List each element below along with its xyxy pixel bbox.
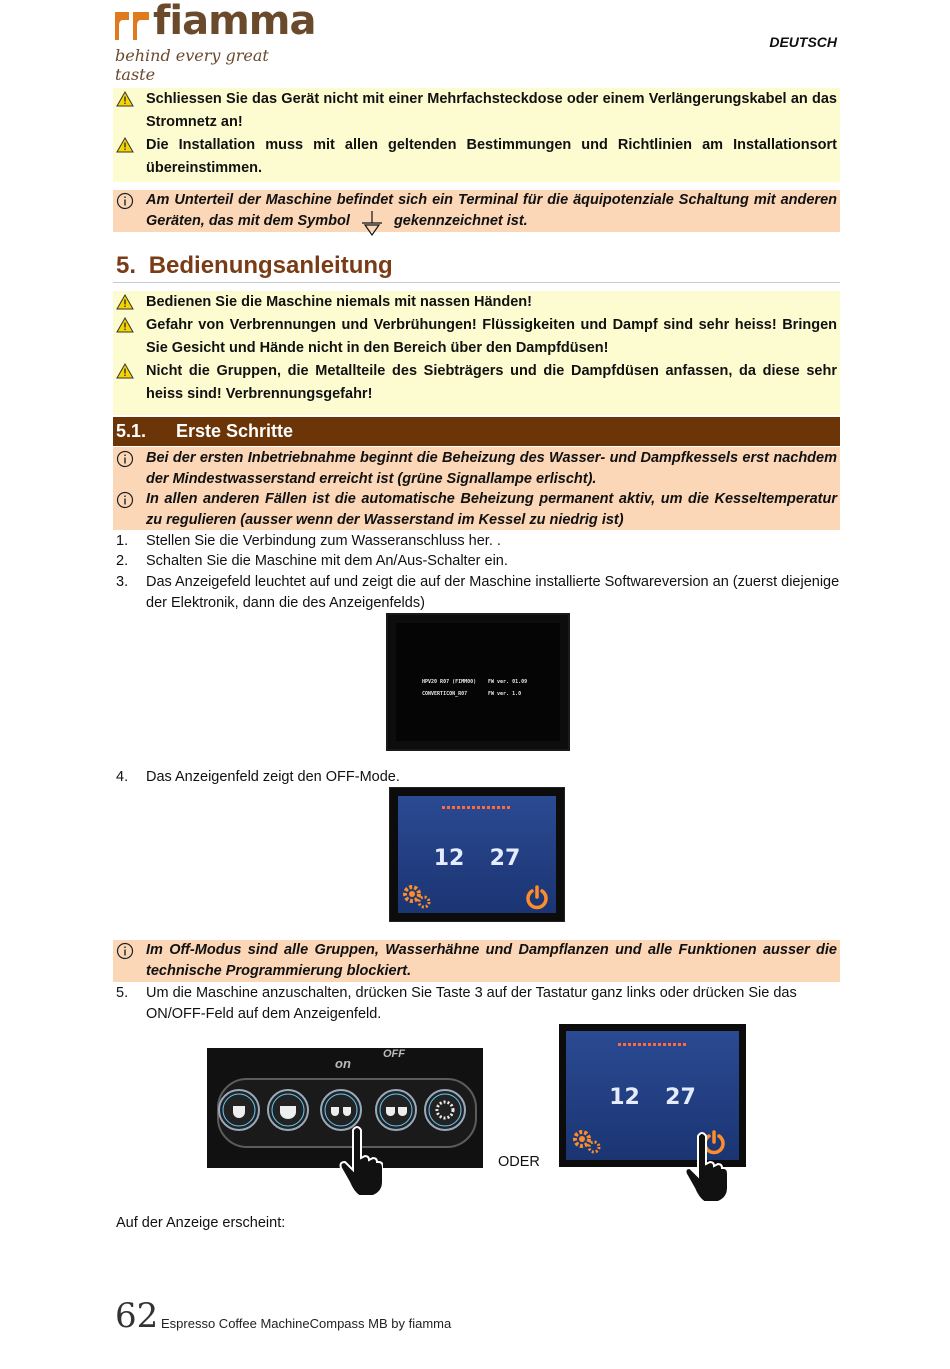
fiamma-logo xyxy=(113,0,316,84)
time-hours: 12 xyxy=(609,1085,640,1110)
off-mode-screen-image xyxy=(389,787,565,922)
info-box-terminal xyxy=(113,190,840,232)
time-minutes: 27 xyxy=(665,1085,696,1110)
warning-text: Schliessen Sie das Gerät nicht mit einer Mehrfachsteckdose oder einem Verlängerungskabel an das Stromnetz an! xyxy=(146,91,837,130)
info-text-after: gekennzeichnet ist. xyxy=(393,213,528,229)
warning-box-top xyxy=(113,88,840,182)
pointing-hand-icon xyxy=(335,1122,383,1198)
time-hours: 12 xyxy=(433,846,465,871)
fiamma-logo-mark-icon xyxy=(113,8,151,42)
warning-icon xyxy=(116,362,134,380)
settings-gears-icon xyxy=(402,882,432,910)
warning-text: Die Installation muss mit allen geltenden Bestimmungen und Richtlinien am Installationsort übereinstimmen. xyxy=(146,137,837,176)
step-text: Stellen Sie die Verbindung zum Wasseranschluss her. . xyxy=(146,533,501,549)
version-line2-left: CONVERTICON_R07 xyxy=(422,691,468,697)
step-number: 5. xyxy=(116,985,129,1001)
warning-text: Gefahr von Verbrennungen und Verbrühungen! Flüssigkeiten und Dampf sind sehr heiss! Bringen Sie Gesicht und Hände nicht in den Bereich über den Dampfdüsen! xyxy=(146,317,837,356)
info-text: In allen anderen Fällen ist die automatische Beheizung permanent aktiv, um die Kesseltemperatur zu regulieren (ausser wenn der Wasserstand im Kessel zu niedrig ist) xyxy=(146,491,837,528)
info-icon xyxy=(116,450,134,468)
info-icon xyxy=(116,192,134,210)
temperature-bar xyxy=(618,1043,688,1046)
step-text: Das Anzeigenfeld zeigt den OFF-Mode. xyxy=(146,769,400,785)
subsection-number: 5.1. xyxy=(116,421,147,441)
info-icon xyxy=(116,942,134,960)
step-number: 4. xyxy=(116,769,129,785)
equipotential-symbol-icon xyxy=(360,211,384,237)
footer-text: Espresso Coffee MachineCompass MB by fiamma xyxy=(161,1316,452,1331)
single-cup-button-icon xyxy=(219,1090,259,1130)
oder-label: ODER xyxy=(498,1154,540,1170)
pointing-hand-icon xyxy=(680,1128,728,1204)
version-line2-right: FW ver. 1.0 xyxy=(488,691,522,697)
settings-gears-icon xyxy=(572,1127,602,1155)
version-line1-right: FW ver. 01.09 xyxy=(488,679,528,685)
double-cup-button-icon xyxy=(268,1090,308,1130)
section-number: 5. xyxy=(116,252,137,279)
step-number: 2. xyxy=(116,553,129,569)
warning-icon xyxy=(116,293,134,311)
section-title: Bedienungsanleitung xyxy=(148,252,393,279)
step-number: 1. xyxy=(116,533,129,549)
version-screen-image xyxy=(386,613,570,751)
language-label: DEUTSCH xyxy=(769,34,837,50)
keypad-on-label: on xyxy=(335,1056,351,1071)
page-number: 62 xyxy=(115,1296,159,1336)
section-heading xyxy=(116,252,393,280)
closing-text: Auf der Anzeige erscheint: xyxy=(116,1215,286,1231)
warning-icon xyxy=(116,316,134,334)
info-text: Im Off-Modus sind alle Gruppen, Wasserhähne und Dampflanzen und alle Funktionen ausser die technische Programmierung blockiert. xyxy=(146,942,837,979)
logo-tagline: behind every great taste xyxy=(115,46,269,84)
power-icon xyxy=(524,884,550,910)
continuous-brew-button-icon xyxy=(425,1090,465,1130)
step-text: Das Anzeigefeld leuchtet auf und zeigt die auf der Maschine installierte Softwareversion an (zuerst diejenige der Elektronik, dann die des Anzeigenfelds) xyxy=(146,574,840,611)
subsection-bar xyxy=(113,417,840,446)
logo-word: fiamma xyxy=(153,0,316,44)
info-box-first-steps xyxy=(113,447,840,530)
info-text-before: Am Unterteil der Maschine befindet sich ein Terminal für die äquipotenziale Schaltung mit anderen Geräten, das mit dem Symbol xyxy=(146,192,837,229)
warning-text: Nicht die Gruppen, die Metallteile des Siebträgers und die Dampfdüsen anfassen, da diese sehr heiss sind! Verbrennungsgefahr! xyxy=(146,363,837,402)
keypad-image xyxy=(207,1048,483,1168)
subsection-title: Erste Schritte xyxy=(176,421,294,441)
step-number: 3. xyxy=(116,574,129,590)
time-display xyxy=(566,1085,739,1110)
info-icon xyxy=(116,491,134,509)
warning-icon xyxy=(116,90,134,108)
warning-icon xyxy=(116,136,134,154)
warning-box-operation xyxy=(113,291,840,415)
info-text xyxy=(146,190,837,237)
time-display xyxy=(398,846,556,871)
keypad-off-label: OFF xyxy=(383,1048,405,1060)
version-line1-left: HPV20 R07 (FIMM00) xyxy=(422,679,477,685)
info-box-off-mode xyxy=(113,940,840,982)
info-text: Bei der ersten Inbetriebnahme beginnt die Beheizung des Wasser- und Dampfkessels erst nachdem der Mindestwasserstand erreicht ist (grüne Signallampe erlischt). xyxy=(146,450,837,487)
step-text: Schalten Sie die Maschine mit dem An/Aus-Schalter ein. xyxy=(146,553,508,569)
temperature-bar xyxy=(442,806,512,809)
warning-text: Bedienen Sie die Maschine niemals mit nassen Händen! xyxy=(146,294,532,310)
step-text: Um die Maschine anzuschalten, drücken Sie Taste 3 auf der Tastatur ganz links oder drücken Sie das ON/OFF-Feld auf dem Anzeigenfeld. xyxy=(146,985,797,1022)
time-minutes: 27 xyxy=(489,846,521,871)
section-divider xyxy=(113,282,840,283)
